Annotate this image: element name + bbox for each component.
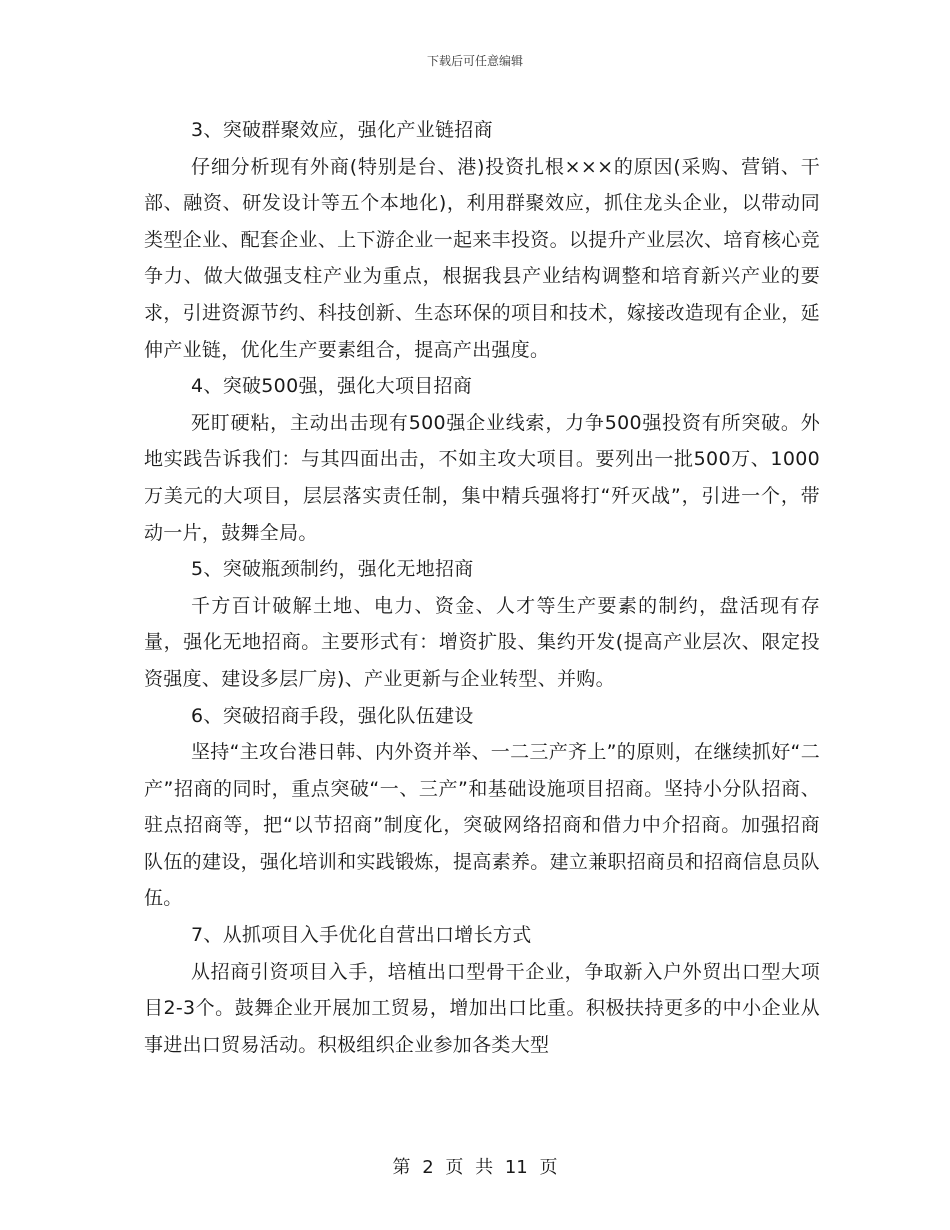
section-heading-7: 7、从抓项目入手优化自营出口增长方式 [191,924,532,947]
section-heading-4: 4、突破500强，强化大项目招商 [191,375,473,398]
section-paragraph-7: 从招商引资项目入手，培植出口型骨干企业，争取新入户外贸出口型大项目2-3个。鼓舞企业开展加工贸易，增加出口比重。积极扶持更多的中小企业从事进出口贸易活动。积极组织企业参加各类大型 [144,960,820,1056]
section-paragraph-5: 千方百计破解土地、电力、资金、人才等生产要素的制约，盘活现有存量，强化无地招商。主要形式有：增资扩股、集约开发(提高产业层次、限定投资强度、建设多层厂房)、产业更新与企业转型、并购。 [144,594,820,690]
page-header: 下载后可任意编辑 [426,54,523,68]
section-paragraph-4: 死盯硬粘，主动出击现有500强企业线索，力争500强投资有所突破。外地实践告诉我们：与其四面出击，不如主攻大项目。要列出一批500万、1000万美元的大项目，层层落实责任制，集中精兵强将打“歼灭战”，引进一个，带动一片，鼓舞全局。 [144,411,820,544]
page-number-footer: 第 2 页 共 11 页 [392,1157,558,1178]
section-heading-6: 6、突破招商手段，强化队伍建设 [191,704,474,727]
section-heading-3: 3、突破群聚效应，强化产业链招商 [191,119,493,141]
section-paragraph-3: 仔细分析现有外商(特别是台、港)投资扎根×××的原因(采购、营销、干部、融资、研发设计等五个本地化)，利用群聚效应，抓住龙头企业，以带动同类型企业、配套企业、上下游企业一起来丰投资。以提升产业层次、培育核心竞争力、做大做强支柱产业为重点，根据我县产业结构调整和培育新兴产业的要求，引进资源节约、科技创新、生态环保的项目和技术，嫁接改造现有企业，延伸产业链，优化生产要素组合，提高产出强度。 [144,155,820,361]
section-paragraph-6: 坚持“主攻台港日韩、内外资并举、一二三产齐上”的原则，在继续抓好“二产”招商的同时，重点突破“一、三产”和基础设施项目招商。坚持小分队招商、驻点招商等，把“以节招商”制度化，突破网络招商和借力中介招商。加强招商队伍的建设，强化培训和实践锻炼，提高素养。建立兼职招商员和招商信息员队伍。 [144,741,820,910]
document-body [144,112,820,1063]
section-heading-5: 5、突破瓶颈制约，强化无地招商 [191,558,474,581]
